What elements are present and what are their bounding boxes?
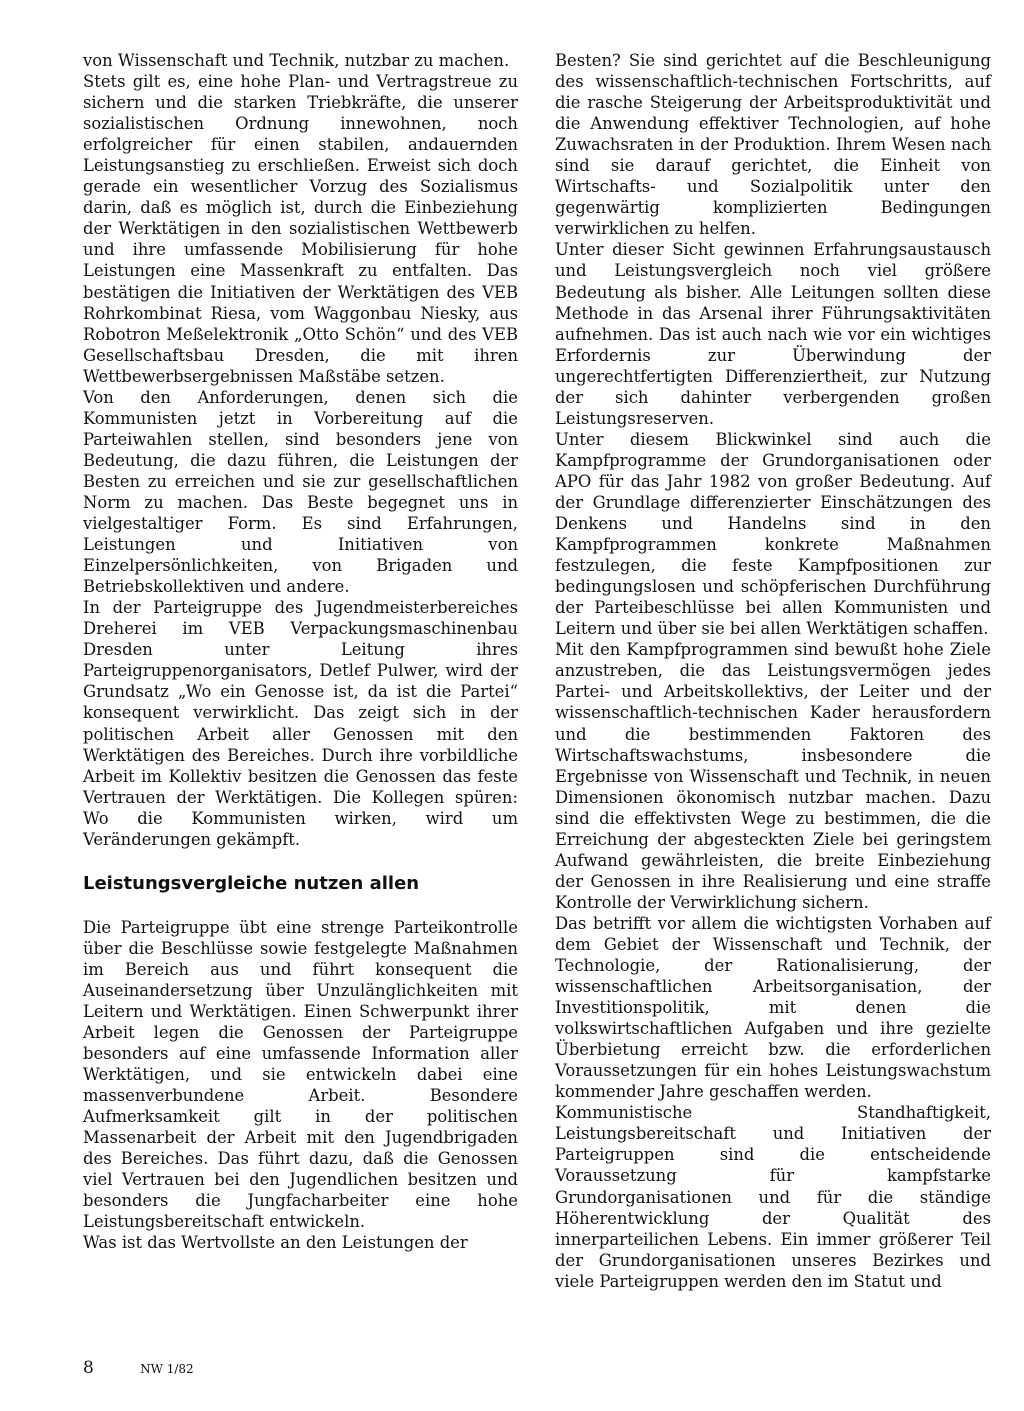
paragraph: In der Parteigruppe des Jugendmeisterbereiches Dreherei im VEB Verpackungsmaschinenbau Dresden unter Leitung ihres Parteigruppenorganisators, Detlef Pulwer, wird der Grundsatz „Wo ein Genosse ist, da ist die Partei“ konsequent verwirklicht. Das zeigt sich in der politischen Arbeit aller Genossen mit den Werktätigen des Bereiches. Durch ihre vorbildliche Arbeit im Kollektiv besitzen die Genossen das feste Vertrauen der Werktätigen. Die Kollegen spüren: Wo die Kommunisten wirken, wird um Veränderungen gekämpft. (83, 598, 518, 849)
page-number: 8 (83, 1358, 94, 1378)
paragraph: Stets gilt es, eine hohe Plan- und Vertragstreue zu sichern und die starken Triebkräfte, die unserer sozialistischen Ordnung innewohnen, noch erfolgreicher für einen stabilen, andauernden Leistungsanstieg zu erschließen. Erweist sich doch gerade ein wesentlicher Vorzug des Sozialismus darin, daß es möglich ist, durch die Einbeziehung der Werktätigen in den sozialistischen Wettbewerb und ihre umfassende Mobilisierung für hohe Leistungen eine Massenkraft zu entfalten. Das bestätigen die Initiativen der Werktätigen des VEB Rohrkombinat Riesa, vom Waggonbau Niesky, aus Robotron Meßelektronik „Otto Schön“ und des VEB Gesellschaftsbau Dresden, die mit ihren Wettbewerbsergebnissen Maßstäbe setzen. (83, 72, 518, 386)
paragraph: Unter dieser Sicht gewinnen Erfahrungsaustausch und Leistungsvergleich noch viel größere Bedeutung als bisher. Alle Leitungen sollten diese Methode in das Arsenal ihrer Führungsaktivitäten aufnehmen. Das ist auch nach wie vor ein wichtiges Erfordernis zur Überwindung der ungerechtfertigten Differenziertheit, zur Nutzung der sich dahinter verbergenden großen Leistungsreserven. (555, 240, 991, 428)
paragraph: Das betrifft vor allem die wichtigsten Vorhaben auf dem Gebiet der Wissenschaft und Technik, der Technologie, der Rationalisierung, der wissenschaftlichen Arbeitsorganisation, der Investitionspolitik, mit denen die volkswirtschaftlichen Aufgaben und ihre gezielte Überbietung erreicht bzw. die erforderlichen Voraussetzungen für ein hohes Leistungswachstum kommender Jahre geschaffen werden. (555, 913, 991, 1102)
section-heading: Leistungsvergleiche nutzen allen (83, 872, 420, 894)
paragraph: Die Parteigruppe übt eine strenge Parteikontrolle über die Beschlüsse sowie festgelegte Maßnahmen im Bereich aus und führt konsequent die Auseinandersetzung über Unzulänglichkeiten mit Leitern und Werktätigen. Einen Schwerpunkt ihrer Arbeit legen die Genossen der Parteigruppe besonders auf eine umfassende Information aller Werktätigen, und sie entwickeln dabei eine massenverbundene Arbeit. Besondere Aufmerksamkeit gilt in der politischen Massenarbeit der Arbeit mit den Jugendbrigaden des Bereiches. Das führt dazu, daß die Genossen viel Vertrauen bei den Jugendlichen besitzen und besonders die Jungfacharbeiter eine hohe Leistungsbereitschaft entwickeln. (83, 917, 518, 1232)
issue-label: NW 1/82 (140, 1362, 194, 1376)
right-column (555, 50, 991, 1292)
paragraph: Mit den Kampfprogrammen sind bewußt hohe Ziele anzustreben, die das Leistungsvermögen jedes Partei- und Arbeitskollektivs, der Leiter und der wissenschaftlich-technischen Kader herausfordern und die bestimmenden Faktoren des Wirtschaftswachstums, insbesondere die Ergebnisse von Wissenschaft und Technik, in neuen Dimensionen ökonomisch nutzbar machen. Dazu sind die effektivsten Wege zu bestimmen, die die Erreichung der abgesteckten Ziele bei geringstem Aufwand gewährleisten, die breite Einbeziehung der Genossen in ihre Realisierung und eine straffe Kontrolle der Verwirklichung sichern. (555, 640, 991, 912)
paragraph: Kommunistische Standhaftigkeit, Leistungsbereitschaft und Initiativen der Parteigruppen sind die entscheidende Voraussetzung für kampfstarke Grundorganisationen und für die ständige Höherentwicklung der Qualität des innerparteilichen Lebens. Ein immer größerer Teil der Grundorganisationen unseres Bezirkes und viele Parteigruppen werden den im Statut und (555, 1103, 991, 1291)
paragraph: von Wissenschaft und Technik, nutzbar zu machen. (83, 51, 510, 70)
paragraph: Besten? Sie sind gerichtet auf die Beschleunigung des wissenschaftlich-technischen Fortschritts, auf die rasche Steigerung der Arbeitsproduktivität und die Anwendung effektiver Technologien, auf hohe Zuwachsraten in der Produktion. Ihrem Wesen nach sind sie darauf gerichtet, die Einheit von Wirtschafts- und Sozialpolitik unter den gegenwärtig komplizierten Bedingungen verwirklichen zu helfen. (555, 51, 991, 239)
paragraph: Von den Anforderungen, denen sich die Kommunisten jetzt in Vorbereitung auf die Parteiwahlen stellen, sind besonders jene von Bedeutung, die dazu führen, die Leistungen der Besten zu erreichen und sie zur gesellschaftlichen Norm zu machen. Das Beste begegnet uns in vielgestaltiger Form. Es sind Erfahrungen, Leistungen und Initiativen von Einzelpersönlichkeiten, von Brigaden und Betriebskollektiven und andere. (83, 387, 518, 597)
paragraph: Unter diesem Blickwinkel sind auch die Kampfprogramme der Grundorganisationen oder APO für das Jahr 1982 von großer Bedeutung. Auf der Grundlage differenzierter Einschätzungen des Denkens und Handelns sind in den Kampfprogrammen konkrete Maßnahmen festzulegen, die feste Kampfpositionen zur bedingungslosen und schöpferischen Durchführung der Parteibeschlüsse bei allen Kommunisten und Leitern und über sie bei allen Werktätigen schaffen. (555, 429, 991, 639)
page-footer (83, 1358, 194, 1378)
left-column (83, 50, 518, 1254)
paragraph: Was ist das Wertvollste an den Leistungen der (83, 1233, 468, 1253)
